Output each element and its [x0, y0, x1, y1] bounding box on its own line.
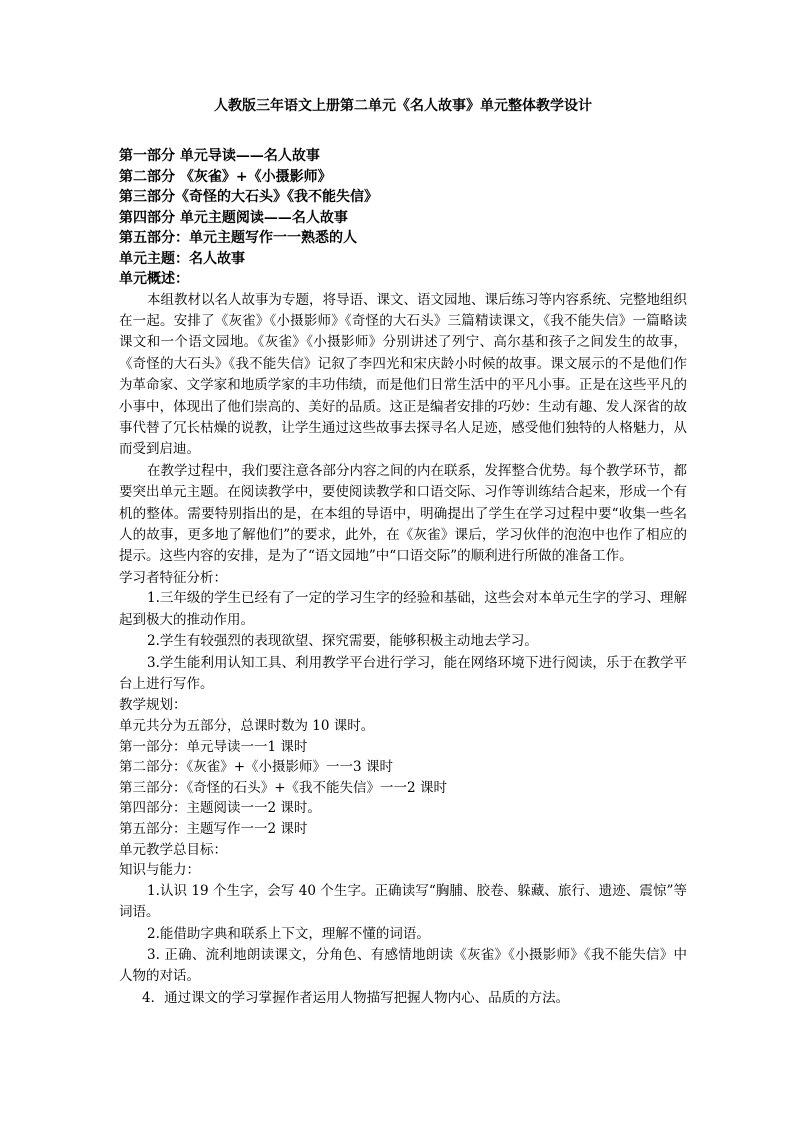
unit-theme: 单元主题：名人故事 [119, 250, 245, 267]
overview-paragraph-1: 本组教材以名人故事为专题，将导语、课文、语文园地、课后练习等内容系统、完整地组织在一起。安排了《灰雀》《小摄影师》《奇怪的大石头》三篇精读课文，《我不能失信》一篇略读课文和一个语文园地。《灰雀》《小摄影师》分别讲述了列宁、高尔基和孩子之间发生的故事，《奇怪的大石头》《我不能失信》记叙了李四光和宋庆龄小时候的故事。课文展示的不是他们作为革命家、文学家和地质学家的丰功伟绩，而是他们日常生活中的平凡小事。正是在这些平凡的小事中，体现出了他们崇高的、美好的品质。这正是编者安排的巧妙：生动有趣、发人深省的故事代替了冗长枯燥的说教，让学生通过这些故事去探寻名人足迹，感受他们独特的人格魅力，从而受到启迪。 [119, 291, 687, 458]
part-1-heading: 第一部分 单元导读——名人故事 [119, 148, 320, 164]
part-2-heading: 第二部分 《灰雀》+《小摄影师》 [119, 168, 332, 185]
overview-heading: 单元概述： [119, 271, 189, 287]
part-5-heading: 第五部分：单元主题写作一一熟悉的人 [119, 230, 357, 246]
plan-item-1: 第一部分：单元导读一一1 课时 [119, 738, 308, 755]
goal-item-1: 1.认识 19 个生字，会写 40 个生字。正确读写“胸脯、胶卷、躲藏、旅行、遗迹、震惊”等词语。 [119, 882, 687, 921]
plan-total: 单元共分为五部分，总课时数为 10 课时。 [119, 718, 375, 734]
document-title: 人教版三年语文上册第二单元《名人故事》单元整体教学设计 [214, 98, 592, 114]
goal-item-4: 4．通过课文的学习掌握作者运用人物描写把握人物内心、品质的方法。 [142, 989, 570, 1006]
learner-item-3: 3.学生能利用认知工具、利用教学平台进行学习，能在网络环境下进行阅读，乐于在教学平台上进行写作。 [119, 654, 687, 692]
goal-item-3: 3. 正确、流利地朗读课文，分角色、有感情地朗读《灰雀》《小摄影师》《我不能失信》中人物的对话。 [119, 946, 687, 985]
goals-heading: 单元教学总目标： [119, 841, 227, 858]
document-page [119, 96, 687, 1009]
learner-heading: 学习者特征分析： [119, 569, 227, 586]
plan-item-3: 第三部分：《奇怪的石头》+《我不能失信》一一2 课时 [119, 779, 447, 796]
plan-item-4: 第四部分：主题阅读一一2 课时。 [119, 800, 321, 817]
plan-heading: 教学规划： [119, 697, 187, 714]
overview-paragraph-2: 在教学过程中，我们要注意各部分内容之间的内在联系，发挥整合优势。每个教学环节，都要突出单元主题。在阅读教学中，要使阅读教学和口语交际、习作等训练结合起来，形成一个有机的整体。需要特别指出的是，在本组的导语中，明确提出了学生在学习过程中要“收集一些名人的故事，更多地了解他们”的要求，此外，在《灰雀》课后，学习伙伴的泡泡中也作了相应的提示。这些内容的安排，是为了“语文园地”中“口语交际”的顺利进行所做的准备工作。 [119, 462, 687, 565]
plan-item-2: 第二部分：《灰雀》+《小摄影师》一一3 课时 [119, 759, 393, 776]
learner-item-1: 1.三年级的学生已经有了一定的学习生字的经验和基础，这些会对本单元生字的学习、理解起到极大的推动作用。 [119, 590, 687, 628]
part-4-heading: 第四部分 单元主题阅读——名人故事 [119, 209, 348, 226]
learner-item-2: 2.学生有较强烈的表现欲望、探究需要，能够积极主动地去学习。 [147, 633, 538, 650]
knowledge-heading: 知识与能力： [119, 862, 200, 879]
goal-item-2: 2.能借助字典和联系上下文，理解不懂的词语。 [147, 925, 430, 942]
plan-item-5: 第五部分：主题写作一一2 课时 [119, 820, 308, 837]
part-3-heading: 第三部分《奇怪的大石头》《我不能失信》 [119, 189, 378, 205]
